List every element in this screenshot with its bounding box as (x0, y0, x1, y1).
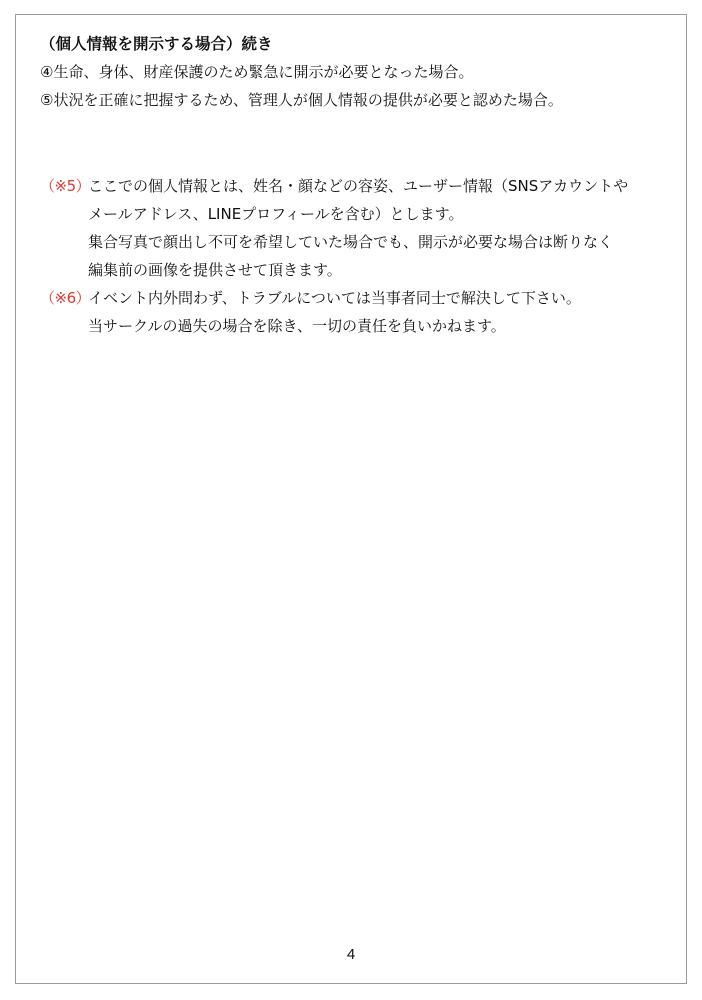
note-6 (40, 284, 680, 340)
document-body (40, 30, 680, 340)
page-number: 4 (346, 946, 356, 963)
list-item: ⑤状況を正確に把握するため、管理人が個人情報の提供が必要と認めた場合。 (40, 91, 563, 109)
note-marker: （※5） (40, 177, 91, 195)
note-line: イベント内外問わず、トラブルについては当事者同士で解決して下さい。 (88, 289, 581, 307)
note-line: ここでの個人情報とは、姓名・顔などの容姿、ユーザー情報（SNSアカウントや (88, 177, 629, 195)
note-line: メールアドレス、LINEプロフィールを含む）とします。 (88, 205, 464, 223)
list-item: ④生命、身体、財産保護のため緊急に開示が必要となった場合。 (40, 63, 474, 81)
note-line: 編集前の画像を提供させて頂きます。 (88, 261, 342, 279)
note-marker: （※6） (40, 289, 91, 307)
notes-section (40, 172, 680, 340)
section-heading: （個人情報を開示する場合）続き (40, 35, 273, 53)
note-5 (40, 172, 680, 284)
note-line: 集合写真で顔出し不可を希望していた場合でも、開示が必要な場合は断りなく (88, 233, 614, 251)
note-line: 当サークルの過失の場合を除き、一切の責任を負いかねます。 (88, 317, 506, 335)
